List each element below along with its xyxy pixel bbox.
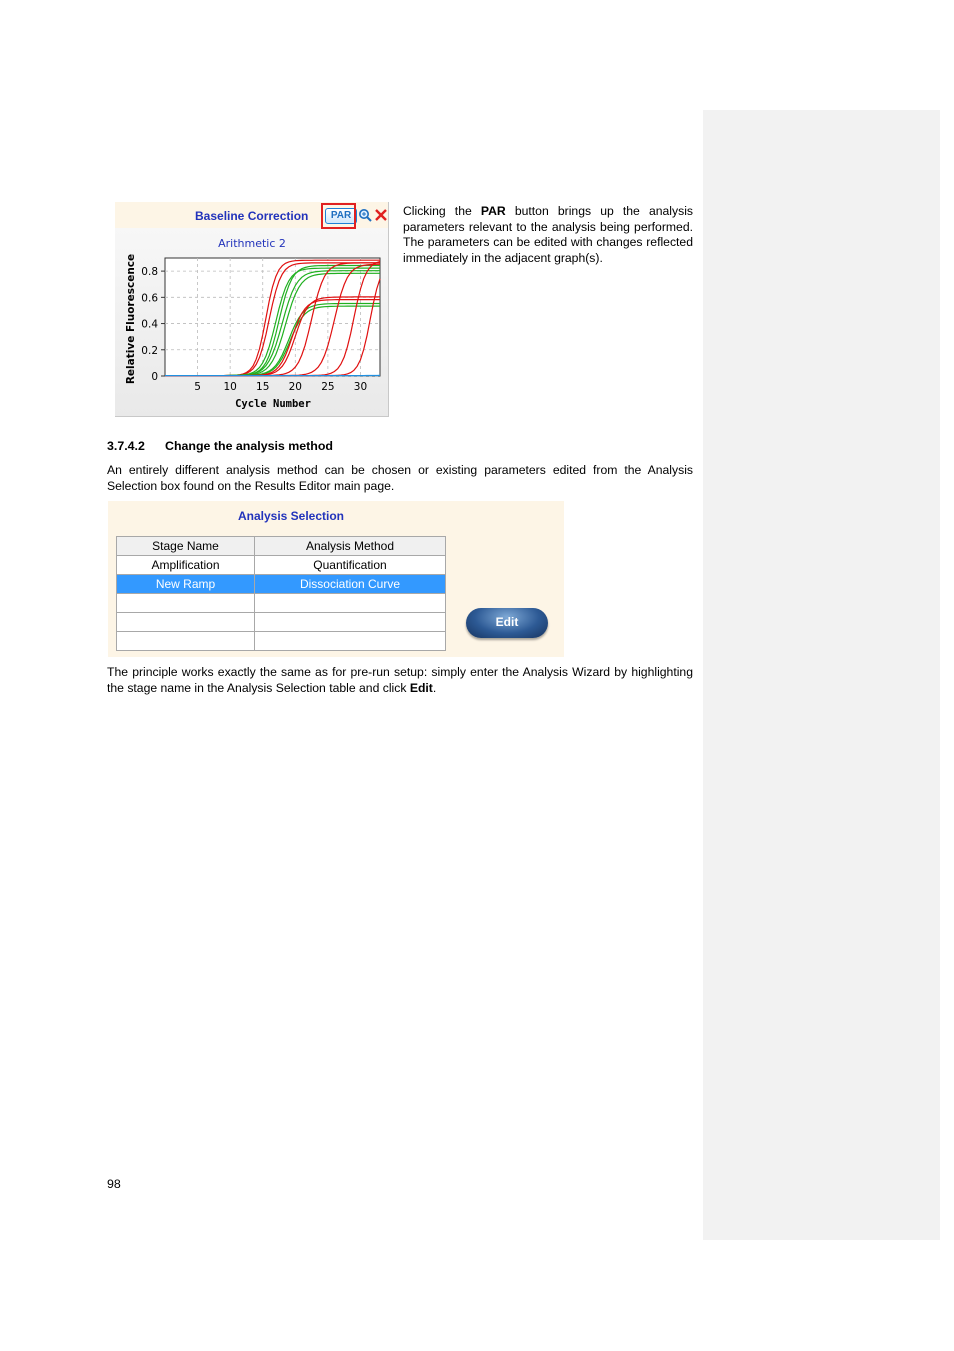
- y-axis-label: Relative Fluorescence: [125, 253, 137, 385]
- chart-title: Arithmetic 2: [218, 237, 286, 250]
- empty-cell[interactable]: [117, 632, 255, 651]
- table-row-empty[interactable]: [117, 632, 446, 651]
- empty-cell[interactable]: [255, 632, 446, 651]
- analysis-method-cell[interactable]: Dissociation Curve: [255, 575, 446, 594]
- stage-name-cell[interactable]: New Ramp: [117, 575, 255, 594]
- section-title: Change the analysis method: [165, 439, 333, 453]
- table-row-empty[interactable]: [117, 594, 446, 613]
- close-icon[interactable]: [374, 208, 388, 222]
- empty-cell[interactable]: [117, 613, 255, 632]
- table-row-selected[interactable]: [117, 575, 446, 594]
- paragraph-analysis-method: An entirely different analysis method can be chosen or existing parameters edited from the Analysis Selection box found on the Results Editor main page.: [107, 463, 693, 493]
- empty-cell[interactable]: [255, 613, 446, 632]
- table-row-empty[interactable]: [117, 613, 446, 632]
- x-tick-label: 5: [194, 381, 201, 393]
- paragraph-principle-text: The principle works exactly the same as for pre-run setup: simply enter the Analysis Wizard by highlighting the stage name in the Analysis Selection table and click: [107, 665, 693, 695]
- x-axis-label: Cycle Number: [235, 398, 311, 410]
- table-header-row: [117, 537, 446, 556]
- analysis-selection-table: [116, 536, 446, 651]
- table-row[interactable]: [117, 556, 446, 575]
- comment-margin: [703, 110, 940, 1240]
- paragraph-principle: [107, 665, 693, 696]
- page-number: 98: [107, 1177, 121, 1191]
- par-description-bold: PAR: [480, 204, 506, 218]
- section-heading: [107, 439, 333, 453]
- x-tick-label: 10: [223, 381, 237, 393]
- empty-cell[interactable]: [255, 594, 446, 613]
- x-tick-label: 30: [353, 381, 368, 393]
- par-description-text-end: button brings up the analysis parameters relevant to the analysis being performed. The parameters can be edited with changes reflected immediately in the adjacent graph(s).: [403, 204, 693, 265]
- analysis-selection-title: Analysis Selection: [237, 509, 345, 523]
- x-tick-label: 25: [321, 381, 335, 393]
- paragraph-principle-bold: Edit: [409, 680, 433, 695]
- analysis-method-cell[interactable]: Quantification: [255, 556, 446, 575]
- column-header-stage-name[interactable]: Stage Name: [117, 537, 255, 556]
- x-tick-label: 15: [256, 381, 270, 393]
- plot-area: [165, 258, 380, 376]
- y-tick-label: 0.6: [141, 292, 158, 305]
- y-tick-label: 0.8: [141, 266, 158, 279]
- edit-button[interactable]: Edit: [466, 608, 548, 638]
- x-tick-label: 20: [288, 381, 302, 393]
- section-number: 3.7.4.2: [107, 439, 145, 453]
- par-description: [403, 204, 693, 266]
- par-button[interactable]: PAR: [325, 208, 357, 224]
- y-tick-label: 0.2: [141, 344, 158, 357]
- zoom-icon[interactable]: [358, 208, 372, 222]
- stage-name-cell[interactable]: Amplification: [117, 556, 255, 575]
- y-tick-label: 0: [151, 371, 158, 383]
- paragraph-principle-end: .: [432, 680, 437, 695]
- par-description-text: Clicking the: [403, 204, 481, 218]
- panel-title: Baseline Correction: [195, 209, 309, 223]
- analysis-selection-table-viewport[interactable]: [116, 536, 456, 657]
- empty-cell[interactable]: [117, 594, 255, 613]
- y-tick-label: 0.4: [141, 318, 158, 331]
- analysis-selection-panel: [108, 501, 564, 657]
- baseline-correction-panel: [115, 202, 389, 417]
- amplification-chart: [115, 228, 388, 416]
- column-header-analysis-method[interactable]: Analysis Method: [255, 537, 446, 556]
- par-highlight-box: [321, 203, 356, 229]
